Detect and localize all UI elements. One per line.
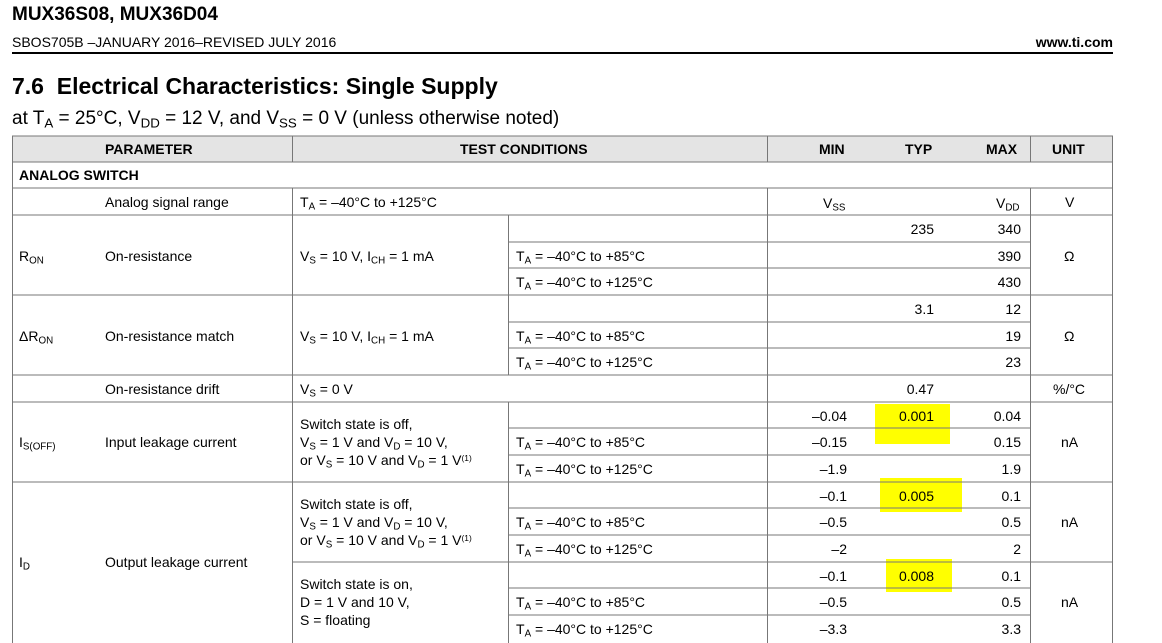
temperature-condition: $T_A = -40^\circ C$ to +125°C — [516, 621, 653, 640]
parameter-symbol: $\Delta R_{ON}$ — [19, 328, 54, 347]
website-link[interactable]: www.ti.com — [1035, 34, 1113, 50]
typ-value: 235 — [910, 221, 934, 237]
test-condition: Switch state is off, $V_S = 1$ V and $V_D = 10$ V, or $V_S = 10$ V and $V_D = 1$ $V^{(1)}$ — [300, 416, 472, 471]
test-condition: $V_S = 0$ V — [300, 381, 353, 400]
unit-value: nA — [1061, 594, 1079, 610]
max-value: 2 — [1013, 541, 1021, 557]
temperature-condition: $T_A = -40^\circ C$ to +125°C — [516, 274, 653, 293]
column-header-parameter: PARAMETER — [105, 141, 193, 157]
parameter-name: On-resistance match — [105, 328, 235, 344]
temperature-condition: $T_A = -40^\circ C$ to +125°C — [516, 541, 653, 560]
min-value: $V_{SS}$ — [823, 195, 846, 214]
min-value: –0.5 — [819, 594, 847, 610]
typ-value: 0.005 — [898, 488, 934, 504]
min-value: –0.1 — [819, 568, 847, 584]
temperature-condition: $T_A = -40^\circ C$ to +125°C — [516, 461, 653, 480]
min-value: –0.5 — [819, 514, 847, 530]
document-id: SBOS705B –JANUARY 2016–REVISED JULY 2016 — [12, 34, 337, 50]
max-value: 23 — [1005, 354, 1021, 370]
unit-value: %/°C — [1053, 381, 1086, 397]
max-value: 1.9 — [1001, 461, 1021, 477]
max-value: 3.3 — [1001, 621, 1021, 637]
parameter-name: Input leakage current — [105, 434, 237, 450]
parameter-symbol: $I_{S(OFF)}$ — [19, 434, 56, 453]
column-header-typ: TYP — [905, 141, 933, 157]
max-value: 19 — [1005, 328, 1021, 344]
test-condition: Switch state is off, $V_S = 1$ V and $V_D = 10$ V, or $V_S = 10$ V and $V_D = 1$ $V^{(1)}$ — [300, 496, 472, 551]
min-value: –3.3 — [819, 621, 847, 637]
temperature-condition: $T_A = -40^\circ C$ to +85°C — [516, 328, 646, 347]
parameter-name: On-resistance — [105, 248, 193, 264]
max-value: 0.04 — [993, 408, 1021, 424]
temperature-condition: $T_A = -40^\circ C$ to +85°C — [516, 248, 646, 267]
min-value: –0.04 — [811, 408, 847, 424]
max-value: 0.1 — [1001, 568, 1021, 584]
temperature-condition: $T_A = -40^\circ C$ to +85°C — [516, 514, 646, 533]
max-value: 0.5 — [1001, 594, 1021, 610]
max-value: 340 — [997, 221, 1021, 237]
temperature-condition: $T_A = -40^\circ C$ to +85°C — [516, 434, 646, 453]
column-header-min: MIN — [819, 141, 845, 157]
column-header-max: MAX — [986, 141, 1018, 157]
parameter-name: On-resistance drift — [105, 381, 220, 397]
min-value: –0.1 — [819, 488, 847, 504]
unit-value: nA — [1061, 434, 1079, 450]
min-value: –0.15 — [811, 434, 847, 450]
unit-value: Ω — [1064, 328, 1075, 344]
max-value: 0.15 — [993, 434, 1021, 450]
max-value: 0.5 — [1001, 514, 1021, 530]
max-value: 0.1 — [1001, 488, 1021, 504]
parameter-name: Output leakage current — [105, 554, 248, 570]
section-conditions: at $T_A = 25^\circ C$, $V_{DD} = 12$ V, and $V_{SS} = 0$ V (unless otherwise noted) — [12, 108, 560, 131]
max-value: 12 — [1005, 301, 1021, 317]
test-condition: Switch state is on, D = 1 V and 10 V, S = floating — [300, 576, 413, 628]
temperature-condition: $T_A = -40^\circ C$ to +125°C — [516, 354, 653, 373]
max-value: $V_{DD}$ — [996, 195, 1020, 214]
temperature-condition: $T_A = -40^\circ C$ to +85°C — [516, 594, 646, 613]
group-label: ANALOG SWITCH — [19, 167, 139, 183]
typ-value: 0.001 — [898, 408, 934, 424]
parameter-symbol: $I_D$ — [19, 554, 30, 573]
min-value: –2 — [831, 541, 847, 557]
parameter-symbol: $R_{ON}$ — [19, 248, 44, 267]
max-value: 430 — [997, 274, 1021, 290]
min-value: –1.9 — [819, 461, 847, 477]
max-value: 390 — [997, 248, 1021, 264]
section-title: 7.6 Electrical Characteristics: Single Supply — [12, 73, 498, 99]
unit-value: nA — [1061, 514, 1079, 530]
unit-value: V — [1065, 194, 1075, 210]
typ-value: 0.47 — [906, 381, 934, 397]
test-condition: $T_A = -40^\circ C$ to +125°C — [300, 194, 437, 213]
test-condition: $V_S = 10$ V, $I_{CH} = 1$ mA — [300, 248, 434, 267]
typ-value: 3.1 — [914, 301, 934, 317]
typ-value: 0.008 — [898, 568, 934, 584]
unit-value: Ω — [1064, 248, 1075, 264]
column-header-test-conditions: TEST CONDITIONS — [460, 141, 588, 157]
parameter-name: Analog signal range — [105, 194, 229, 210]
test-condition: $V_S = 10$ V, $I_{CH} = 1$ mA — [300, 328, 434, 347]
document-title: MUX36S08, MUX36D04 — [12, 4, 218, 25]
column-header-unit: UNIT — [1052, 141, 1085, 157]
